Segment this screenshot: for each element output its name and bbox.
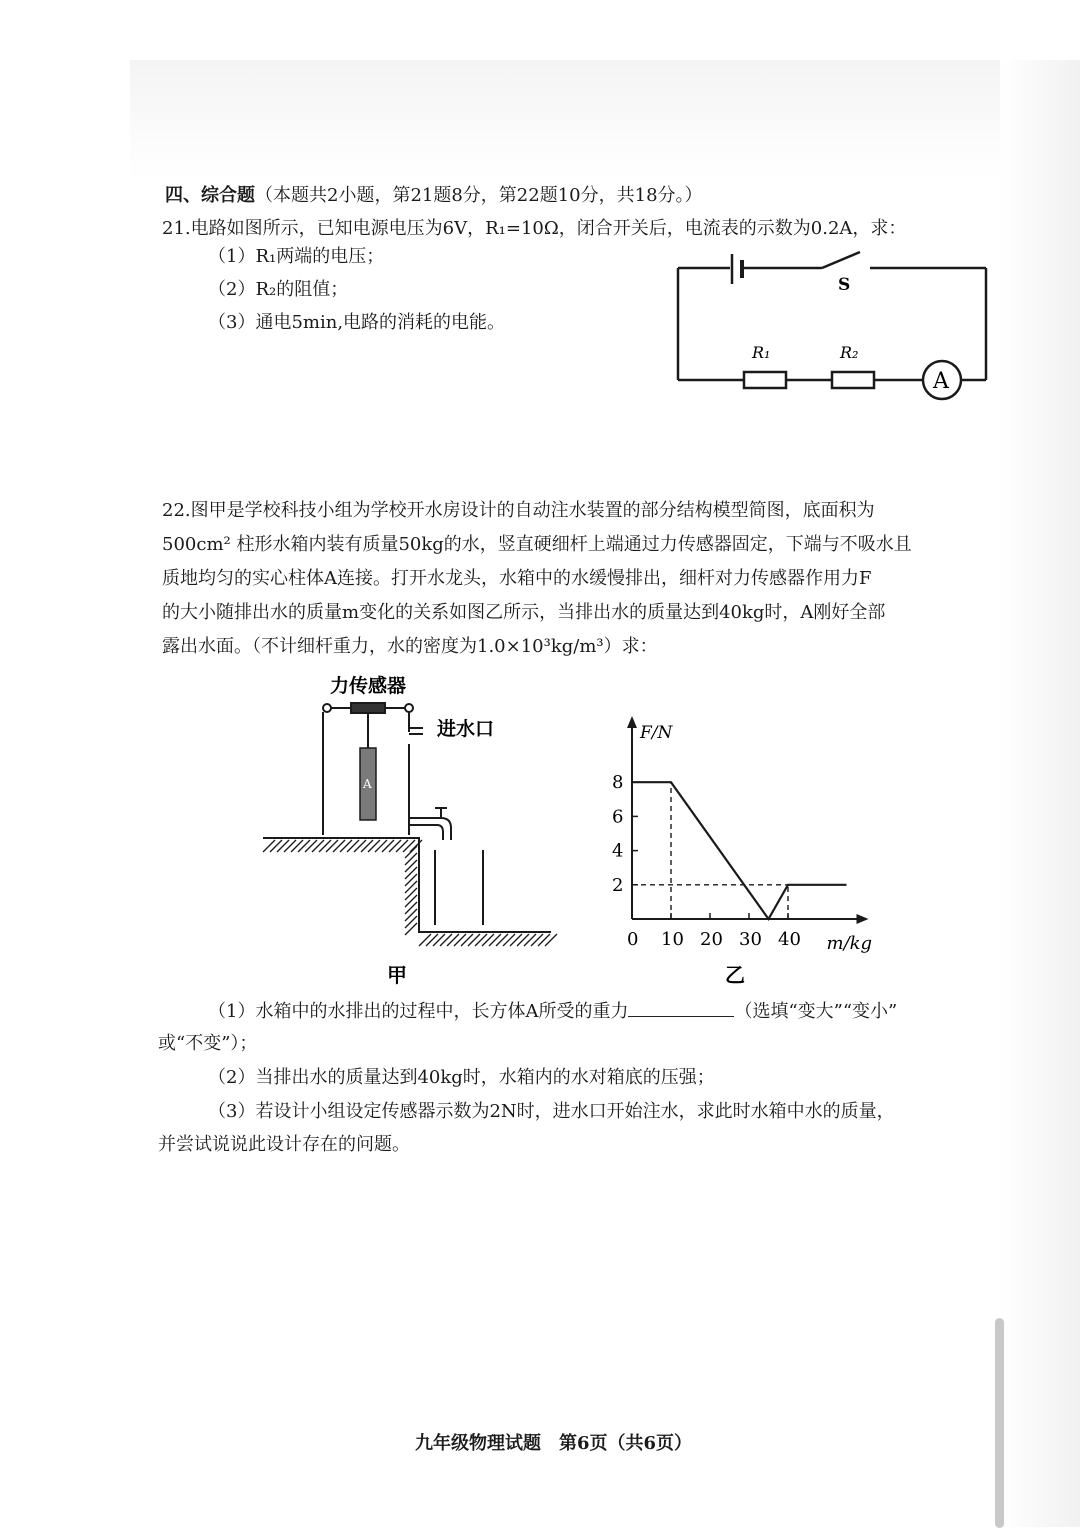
q22-sub1-a: （1）水箱中的水排出的过程中，长方体A所受的重力 [208, 1001, 629, 1022]
scrollbar-thumb[interactable] [995, 1318, 1004, 1528]
x-axis-arrow [857, 914, 869, 924]
page-shadow-right [1000, 60, 1080, 1527]
q22-sub1-answer-blank[interactable] [628, 998, 734, 1017]
hatch-line [468, 934, 480, 946]
hatch-line [368, 840, 380, 852]
q22-number: 22. [162, 500, 191, 521]
right-pivot [405, 704, 413, 712]
hatch-line [433, 934, 445, 946]
hatch-line [405, 874, 417, 886]
hatch-line [405, 916, 417, 928]
hatch-line [405, 853, 417, 865]
hatch-line [454, 934, 466, 946]
q21-circuit-diagram [670, 248, 1000, 408]
q22-sub2: （2）当排出水的质量达到40kg时，水箱内的水对箱底的压强； [208, 1067, 715, 1088]
left-pivot [323, 704, 331, 712]
hatch-line [382, 840, 394, 852]
hatch-line [419, 934, 431, 946]
x-tick-label: 0 [627, 929, 639, 950]
q22-stem-1: 图甲是学校科技小组为学校开水房设计的自动注水装置的部分结构模型简图，底面积为 [190, 500, 875, 521]
hatch-line [510, 934, 522, 946]
q22-sub3-a: （3）若设计小组设定传感器示数为2N时，进水口开始注水，求此时水箱中水的质量， [208, 1101, 895, 1122]
inlet-pipe [409, 728, 423, 734]
q21-number: 21. [162, 218, 191, 239]
hatch-line [354, 840, 366, 852]
hatch-line [405, 909, 417, 921]
q21-sub2: （2）R₂的阻值； [208, 279, 349, 300]
hatch-line [284, 840, 296, 852]
hatch-line [333, 840, 345, 852]
cylinder-a-label: A [363, 777, 372, 791]
hatch-line [440, 934, 452, 946]
x-tick-label: 40 [778, 929, 801, 950]
hatch-line [361, 840, 373, 852]
q21-sub1: （1）R₁两端的电压； [208, 246, 385, 267]
x-tick-label: 30 [739, 929, 762, 950]
hatch-line [326, 840, 338, 852]
switch-blade [822, 252, 860, 268]
y-tick-label: 8 [612, 772, 624, 794]
hatch-line [496, 934, 508, 946]
section-note: （本题共2小题，第21题8分，第22题10分，共18分。） [255, 185, 703, 206]
y-axis-label: F/N [640, 723, 673, 743]
hatch-line [405, 881, 417, 893]
hatch-line [298, 840, 310, 852]
y-tick-label: 2 [612, 874, 624, 896]
page-shadow-top [130, 60, 1020, 180]
hatch-line [305, 840, 317, 852]
x-tick-label: 20 [700, 929, 723, 950]
hatch-line [482, 934, 494, 946]
faucet-pipe [409, 818, 451, 840]
r2-label: R₂ [840, 343, 859, 362]
q22-stem-line-5: 露出水面。（不计细杆重力，水的密度为1.0×10³kg/m³）求： [162, 636, 658, 657]
force-sensor [351, 703, 385, 713]
ammeter-label: A [933, 369, 949, 394]
switch-label: S [838, 275, 851, 295]
ground-hatching [263, 840, 557, 946]
hatch-line [475, 934, 487, 946]
figure-yi-force-mass-chart [600, 712, 920, 992]
sensor-label: 力传感器 [330, 675, 407, 697]
hatch-line [405, 902, 417, 914]
q22-sub1-line [208, 998, 897, 1024]
hatch-line [489, 934, 501, 946]
inlet-label: 进水口 [437, 718, 495, 740]
figure-jia-water-tank [255, 670, 565, 990]
hatch-line [531, 934, 543, 946]
hatch-line [312, 840, 324, 852]
hatch-line [270, 840, 282, 852]
hatch-line [410, 840, 422, 852]
hatch-line [405, 923, 417, 935]
hatch-line [524, 934, 536, 946]
resistor-r1 [744, 372, 786, 388]
y-axis-arrow [627, 716, 637, 728]
hatch-line [389, 840, 401, 852]
hatch-line [538, 934, 550, 946]
q21-sub3: （3）通电5min,电路的消耗的电能。 [208, 312, 506, 333]
section-title [165, 184, 703, 208]
hatch-line [405, 888, 417, 900]
ground-step [263, 838, 551, 932]
q22-stem-line-2: 500cm² 柱形水箱内装有质量50kg的水，竖直硬细杆上端通过力传感器固定，下端与不吸水且 [162, 534, 912, 555]
q21-stem: 电路如图所示，已知电源电压为6V，R₁=10Ω，闭合开关后，电流表的示数为0.2A，求： [190, 218, 907, 239]
series-line [632, 782, 847, 919]
q21-stem-line [162, 217, 906, 241]
q22-sub1-c: 或“不变”）； [158, 1033, 258, 1054]
hatch-line [517, 934, 529, 946]
hatch-line [291, 840, 303, 852]
hatch-line [396, 840, 408, 852]
q22-sub3-b: 并尝试说说此设计存在的问题。 [158, 1134, 410, 1155]
hatch-line [426, 934, 438, 946]
hatch-line [503, 934, 515, 946]
q22-stem-line-3: 质地均匀的实心柱体A连接。打开水龙头，水箱中的水缓慢排出，细杆对力传感器作用力F [162, 568, 872, 589]
hatch-line [263, 840, 275, 852]
hatch-line [375, 840, 387, 852]
figure-jia-caption: 甲 [387, 963, 407, 987]
hatch-line [447, 934, 459, 946]
section-heading: 四、综合题 [165, 185, 255, 206]
hatch-line [319, 840, 331, 852]
x-tick-label: 10 [661, 929, 684, 950]
r1-label: R₁ [752, 343, 771, 362]
y-tick-label: 6 [612, 806, 624, 828]
y-tick-label: 4 [612, 840, 624, 862]
hatch-line [405, 860, 417, 872]
hatch-line [405, 895, 417, 907]
page-footer: 九年级物理试题 第6页（共6页） [415, 1433, 693, 1454]
hatch-line [277, 840, 289, 852]
bucket [435, 850, 483, 925]
hatch-line [461, 934, 473, 946]
q22-sub1-b: （选填“变大”“变小” [734, 1001, 898, 1022]
hatch-line [545, 934, 557, 946]
q22-stem-line-1 [162, 499, 875, 523]
resistor-r2 [832, 372, 874, 388]
x-axis-label: m/kg [826, 933, 873, 954]
q22-stem-line-4: 的大小随排出水的质量m变化的关系如图乙所示，当排出水的质量达到40kg时，A刚好全部 [162, 602, 886, 623]
hatch-line [347, 840, 359, 852]
figure-yi-caption: 乙 [725, 963, 745, 987]
hatch-line [405, 867, 417, 879]
hatch-line [340, 840, 352, 852]
